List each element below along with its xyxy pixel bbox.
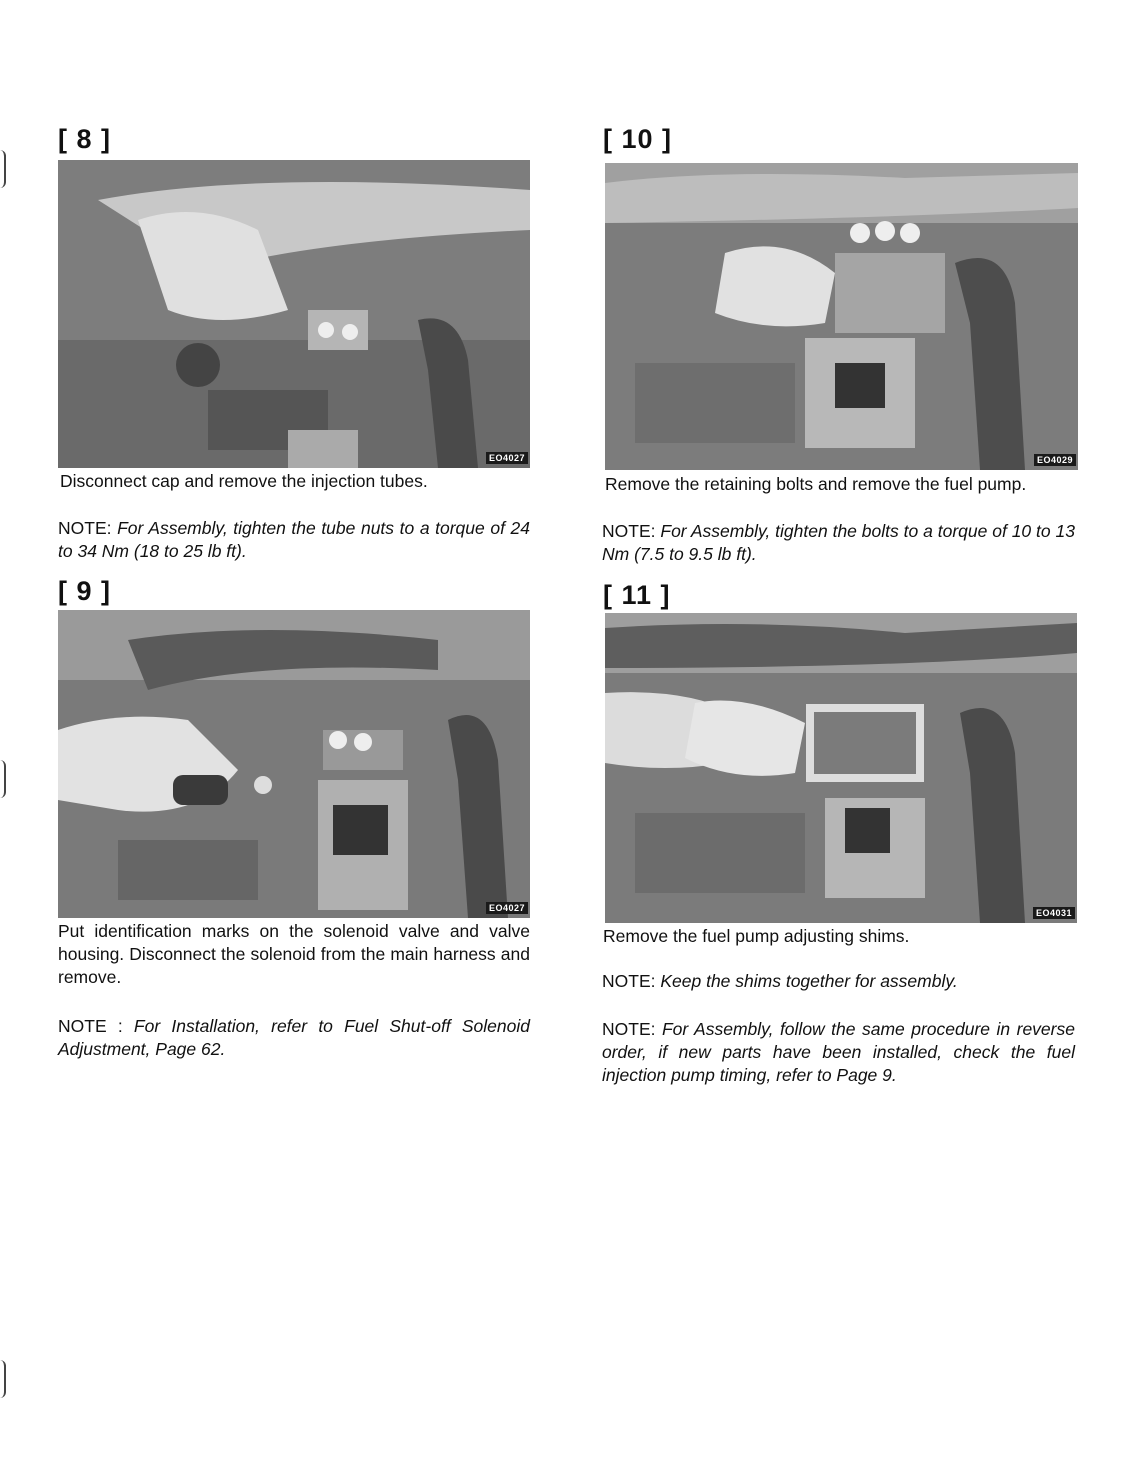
margin-mark xyxy=(0,1360,6,1398)
figure-label: EO4029 xyxy=(1034,454,1076,466)
step-note xyxy=(58,1015,530,1061)
note-label: NOTE: xyxy=(602,971,656,991)
margin-mark xyxy=(0,150,6,188)
step-number: [ 8 ] xyxy=(58,124,112,154)
note-label: NOTE: xyxy=(602,521,656,541)
figure-label: EO4031 xyxy=(1033,907,1075,919)
step-caption: Remove the fuel pump adjusting shims. xyxy=(603,926,910,946)
note-label: NOTE: xyxy=(58,518,112,538)
step-number: [ 10 ] xyxy=(603,124,673,154)
step-photo xyxy=(605,613,1077,923)
step-note xyxy=(602,1018,1075,1087)
step-caption: Disconnect cap and remove the injection tubes. xyxy=(60,471,428,491)
note-text: For Assembly, follow the same procedure in reverse order, if new parts have been installed, check the fuel injection pump timing, refer to Page 9. xyxy=(602,1019,1075,1085)
note-text: Keep the shims together for assembly. xyxy=(660,971,958,991)
step-photo xyxy=(58,610,530,918)
step-note xyxy=(602,970,1075,993)
step-photo xyxy=(58,160,530,468)
figure-label: EO4027 xyxy=(486,452,528,464)
step-note xyxy=(602,520,1075,566)
step-note xyxy=(58,517,530,563)
step-number: [ 11 ] xyxy=(603,580,671,610)
step-caption: Remove the retaining bolts and remove the fuel pump. xyxy=(605,474,1027,494)
note-text: For Assembly, tighten the bolts to a torque of 10 to 13 Nm (7.5 to 9.5 lb ft). xyxy=(602,521,1075,564)
note-text: For Installation, refer to Fuel Shut-off Solenoid Adjustment, Page 62. xyxy=(58,1016,530,1059)
margin-mark xyxy=(0,760,6,798)
step-number: [ 9 ] xyxy=(58,576,112,606)
note-label: NOTE : xyxy=(58,1016,123,1036)
note-label: NOTE: xyxy=(602,1019,656,1039)
note-text: For Assembly, tighten the tube nuts to a torque of 24 to 34 Nm (18 to 25 lb ft). xyxy=(58,518,530,561)
step-photo xyxy=(605,163,1078,470)
figure-label: EO4027 xyxy=(486,902,528,914)
step-caption: Put identification marks on the solenoid valve and valve housing. Disconnect the solenoid from the main harness and remove. xyxy=(58,921,530,987)
